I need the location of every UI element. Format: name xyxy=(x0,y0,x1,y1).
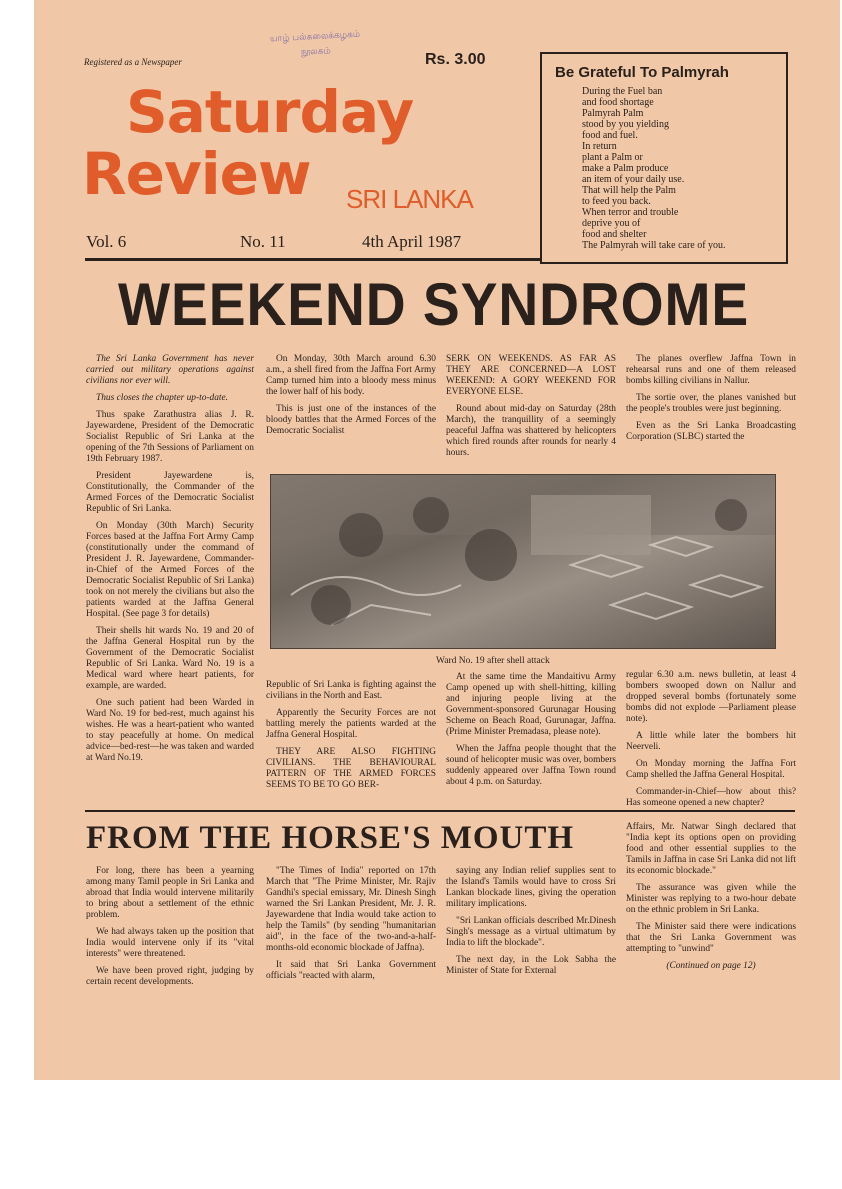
masthead-title-line-1: Saturday xyxy=(126,78,414,146)
lead-col-1 xyxy=(86,354,254,770)
second-headline: FROM THE HORSE'S MOUTH xyxy=(86,820,575,856)
paragraph: We had always taken up the position that India would intervene only if its "vital interests" were threatened. xyxy=(86,927,254,959)
lead-headline: WEEKEND SYNDROME xyxy=(118,271,750,338)
paragraph: Republic of Sri Lanka is fighting against the civilians in the North and East. xyxy=(266,680,436,701)
lead-col-4-top xyxy=(626,354,796,449)
paragraph: Thus spake Zarathustra alias J. R. Jayewardene, President of the Democratic Socialist Republic of Sri Lanka at the opening of the 7th Sessions of Parliament on 19th February 1987. xyxy=(86,410,254,464)
masthead-country: SRI LANKA xyxy=(346,184,473,214)
continued-note: (Continued on page 12) xyxy=(666,961,756,971)
second-col-1 xyxy=(86,866,254,994)
paragraph: This is just one of the instances of the bloody battles that the Armed Forces of the Democratic Socialist xyxy=(266,404,436,436)
registered-note: Registered as a Newspaper xyxy=(84,57,182,67)
paragraph: Their shells hit wards No. 19 and 20 of the Jaffna General Hospital run by the Government of the Democratic Socialist Republic of Sri Lanka. Ward No. 19 is a Medical ward where heart patients, for example, are warded. xyxy=(86,626,254,691)
issue-date: 4th April 1987 xyxy=(362,232,462,251)
paragraph: On Monday, 30th March around 6.30 a.m., a shell fired from the Jaffna Fort Army Camp turned him into a bloody mess minus the lower half of his body. xyxy=(266,354,436,397)
price: Rs. 3.00 xyxy=(425,51,486,68)
volume: Vol. 6 xyxy=(86,232,127,251)
lead-col-2-bottom xyxy=(266,680,436,797)
lead-col-2-top xyxy=(266,354,436,443)
paragraph: On Monday (30th March) Security Forces based at the Jaffna Fort Army Camp (constitutionally under the command of President J. R. Jayewardene, Commander-in-Chief of the Armed Forces of the Democratic Socialist Republic of Sri Lanka) took on not merely the civilians but also the patients warded at the Jaffna General Hospital. (See page 3 for details) xyxy=(86,521,254,619)
section-rule xyxy=(85,810,795,812)
paragraph: Commander-in-Chief—how about this? Has someone opened a new chapter? xyxy=(626,787,796,808)
lead-col-4-bottom xyxy=(626,670,796,815)
paragraph: THEY ARE ALSO FIGHTING CIVILIANS. THE BEHAVIOURAL PATTERN OF THE ARMED FORCES SEEMS TO BE TO GO BER- xyxy=(266,747,436,790)
paragraph: Even as the Sri Lanka Broadcasting Corporation (SLBC) started the xyxy=(626,421,796,442)
paragraph: "The Times of India" reported on 17th March that "The Prime Minister, Mr. Rajiv Gandhi's special emissary, Mr. Dinesh Singh warned the Sri Lankan President, Mr. J. R. Jayewardene that India would take action to help the Tamils" (by sending "humanitarian aid", in the face of the two-and-a-half-months-old economic blockade of Jaffna). xyxy=(266,866,436,953)
lead-col-3-bottom xyxy=(446,672,616,794)
paragraph: regular 6.30 a.m. news bulletin, at least 4 bombers swooped down on Nallur and dropped several bombs (fortunately some bombs did not explode —Parliament please note). xyxy=(626,670,796,724)
ward-photo xyxy=(270,474,776,649)
paragraph: Affairs, Mr. Natwar Singh declared that "India kept its options open on providing food and other essential supplies to the Tamils in Jaffna in case Sri Lanka did not lift its economic blockade." xyxy=(626,822,796,876)
second-col-3 xyxy=(446,866,616,983)
second-col-2 xyxy=(266,866,436,988)
paragraph: Round about mid-day on Saturday (28th March), the tranquillity of a seemingly peaceful Jaffna was shattered by helicopters which fired rounds after rounds for nearly 4 hours. xyxy=(446,404,616,458)
paragraph: The Minister said there were indications that the Sri Lanka Government was attempting to "unwind" xyxy=(626,922,796,954)
lead-col-3-top xyxy=(446,354,616,465)
paragraph: The assurance was given while the Minister was replying to a two-hour debate on the ethnic problem in Sri Lanka. xyxy=(626,883,796,915)
paragraph: When the Jaffna people thought that the sound of helicopter music was over, bombers suddenly appeared over Jaffna Town round about 4 p.m. on Saturday. xyxy=(446,744,616,787)
paragraph: The Sri Lanka Government has never carried out military operations against civilians nor ever will. xyxy=(86,354,254,386)
paragraph: Apparently the Security Forces are not battling merely the patients warded at the Jaffna General Hospital. xyxy=(266,708,436,740)
issue-number: No. 11 xyxy=(240,232,286,251)
stamp-line-1: யாழ் பல்கலைக்கழகம் xyxy=(269,29,361,45)
masthead-title-line-2: Review xyxy=(82,140,311,208)
paragraph: SERK ON WEEKENDS. AS FAR AS THEY ARE CONCERNED—A LOST WEEKEND: A GORY WEEKEND FOR EVERYONE ELSE. xyxy=(446,354,616,397)
paragraph: One such patient had been Warded in Ward No. 19 for bed-rest, much against his wishes. He was a heart-patient who wanted to stay peacefully at home. On medical advice—bed-rest—he was taken and warded at Ward No.19. xyxy=(86,698,254,763)
paragraph: On Monday morning the Jaffna Fort Camp shelled the Jaffna General Hospital. xyxy=(626,759,796,780)
stamp-line-2: நூலகம் xyxy=(300,46,331,58)
paragraph: We have been proved right, judging by certain recent developments. xyxy=(86,966,254,987)
paragraph: It said that Sri Lanka Government officials "reacted with alarm, xyxy=(266,960,436,981)
library-stamp xyxy=(251,27,382,86)
paragraph: The sortie over, the planes vanished but the people's troubles were just beginning. xyxy=(626,393,796,414)
palmyrah-title: Be Grateful To Palmyrah xyxy=(555,64,729,81)
photo-caption: Ward No. 19 after shell attack xyxy=(436,656,550,666)
paragraph: A little while later the bombers hit Neerveli. xyxy=(626,731,796,752)
second-col-4 xyxy=(626,822,796,978)
masthead-rule xyxy=(85,258,540,261)
paragraph: President Jayewardene is, Constitutionally, the Commander of the Armed Forces of the Democratic Socialist Republic of Sri Lanka. xyxy=(86,471,254,514)
paragraph: For long, there has been a yearning among many Tamil people in Sri Lanka and abroad that India would intervene militarily to bring about a settlement of the ethnic problem. xyxy=(86,866,254,920)
paragraph: "Sri Lankan officials described Mr.Dinesh Singh's message as a virtual ultimatum by India to lift the blockade". xyxy=(446,916,616,948)
paragraph: At the same time the Mandaitivu Army Camp opened up with shell-hitting, killing and injuring people living at the Government-sponsored Gurunagar Housing Scheme on Beach Road, Gurunagar, Jaffna. (Prime Minister Premadasa, please note). xyxy=(446,672,616,737)
paragraph: The next day, in the Lok Sabha the Minister of State for External xyxy=(446,955,616,976)
paragraph: saying any Indian relief supplies sent to the Island's Tamils would have to cross Sri Lankan blockade lines, giving the operation military implications. xyxy=(446,866,616,909)
palmyrah-poem: During the Fuel ban and food shortage Palmyrah Palm stood by you yielding food and fuel. In return plant a Palm or make a Palm produce an item of your daily use. That will help the Palm to feed you back. When terror and trouble deprive you of food and shelter The Palmyrah will take care of you. xyxy=(582,86,726,251)
paragraph: The planes overflew Jaffna Town in rehearsal runs and one of them released bombs killing civilians in Nallur. xyxy=(626,354,796,386)
ward-photo-image xyxy=(271,475,775,648)
paragraph: Thus closes the chapter up-to-date. xyxy=(96,393,229,403)
